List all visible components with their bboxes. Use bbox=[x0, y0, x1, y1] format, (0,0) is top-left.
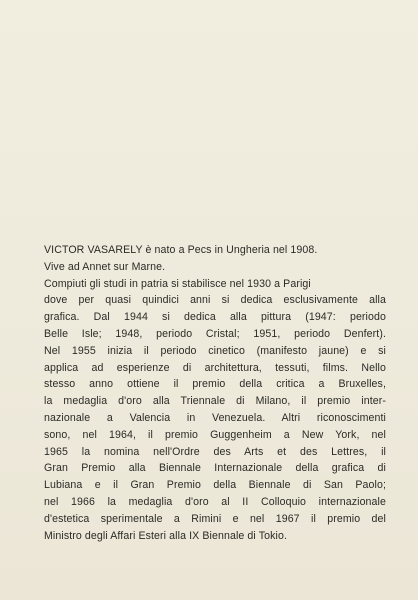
biography-line: stesso anno ottiene il premio della critica a Bruxelles, bbox=[44, 378, 386, 391]
biography-line: d'estetica sperimentale a Rimini e nel 1967 il premio del bbox=[44, 512, 386, 525]
biography-line: Vive ad Annet sur Marne. bbox=[44, 260, 166, 273]
biography-line: dove per quasi quindici anni si dedica esclusivamente alla bbox=[44, 294, 386, 307]
biography-line: grafica. Dal 1944 si dedica alla pittura (1947: periodo bbox=[44, 311, 386, 324]
biography-line: Compiuti gli studi in patria si stabilisce nel 1930 a Parigi bbox=[44, 277, 311, 290]
biography-line: nel 1966 la medaglia d'oro al II Colloquio internazionale bbox=[44, 495, 386, 508]
biography-text bbox=[44, 242, 386, 544]
biography-line: Nel 1955 inizia il periodo cinetico (manifesto jaune) e si bbox=[44, 344, 386, 357]
biography-line: sono, nel 1964, il premio Guggenheim a New York, nel bbox=[44, 428, 386, 441]
biography-line: la medaglia d'oro alla Triennale di Milano, il premio inter- bbox=[44, 395, 386, 408]
biography-line: applica ad esperienze di architettura, tessuti, films. Nello bbox=[44, 361, 386, 374]
biography-line: Belle Isle; 1948, periodo Cristal; 1951, periodo Denfert). bbox=[44, 327, 386, 340]
biography-line: VICTOR VASARELY è nato a Pecs in Ungheria nel 1908. bbox=[44, 244, 318, 256]
biography-line: 1965 la nomina nell'Ordre des Arts et des Lettres, il bbox=[44, 445, 386, 458]
biography-line: nazionale a Valencia in Venezuela. Altri riconoscimenti bbox=[44, 411, 386, 424]
biography-line: Gran Premio alla Biennale Internazionale della grafica di bbox=[44, 462, 386, 475]
biography-line: Lubiana e il Gran Premio della Biennale di San Paolo; bbox=[44, 479, 386, 492]
biography-line: Ministro degli Affari Esteri alla IX Biennale di Tokio. bbox=[44, 529, 287, 542]
